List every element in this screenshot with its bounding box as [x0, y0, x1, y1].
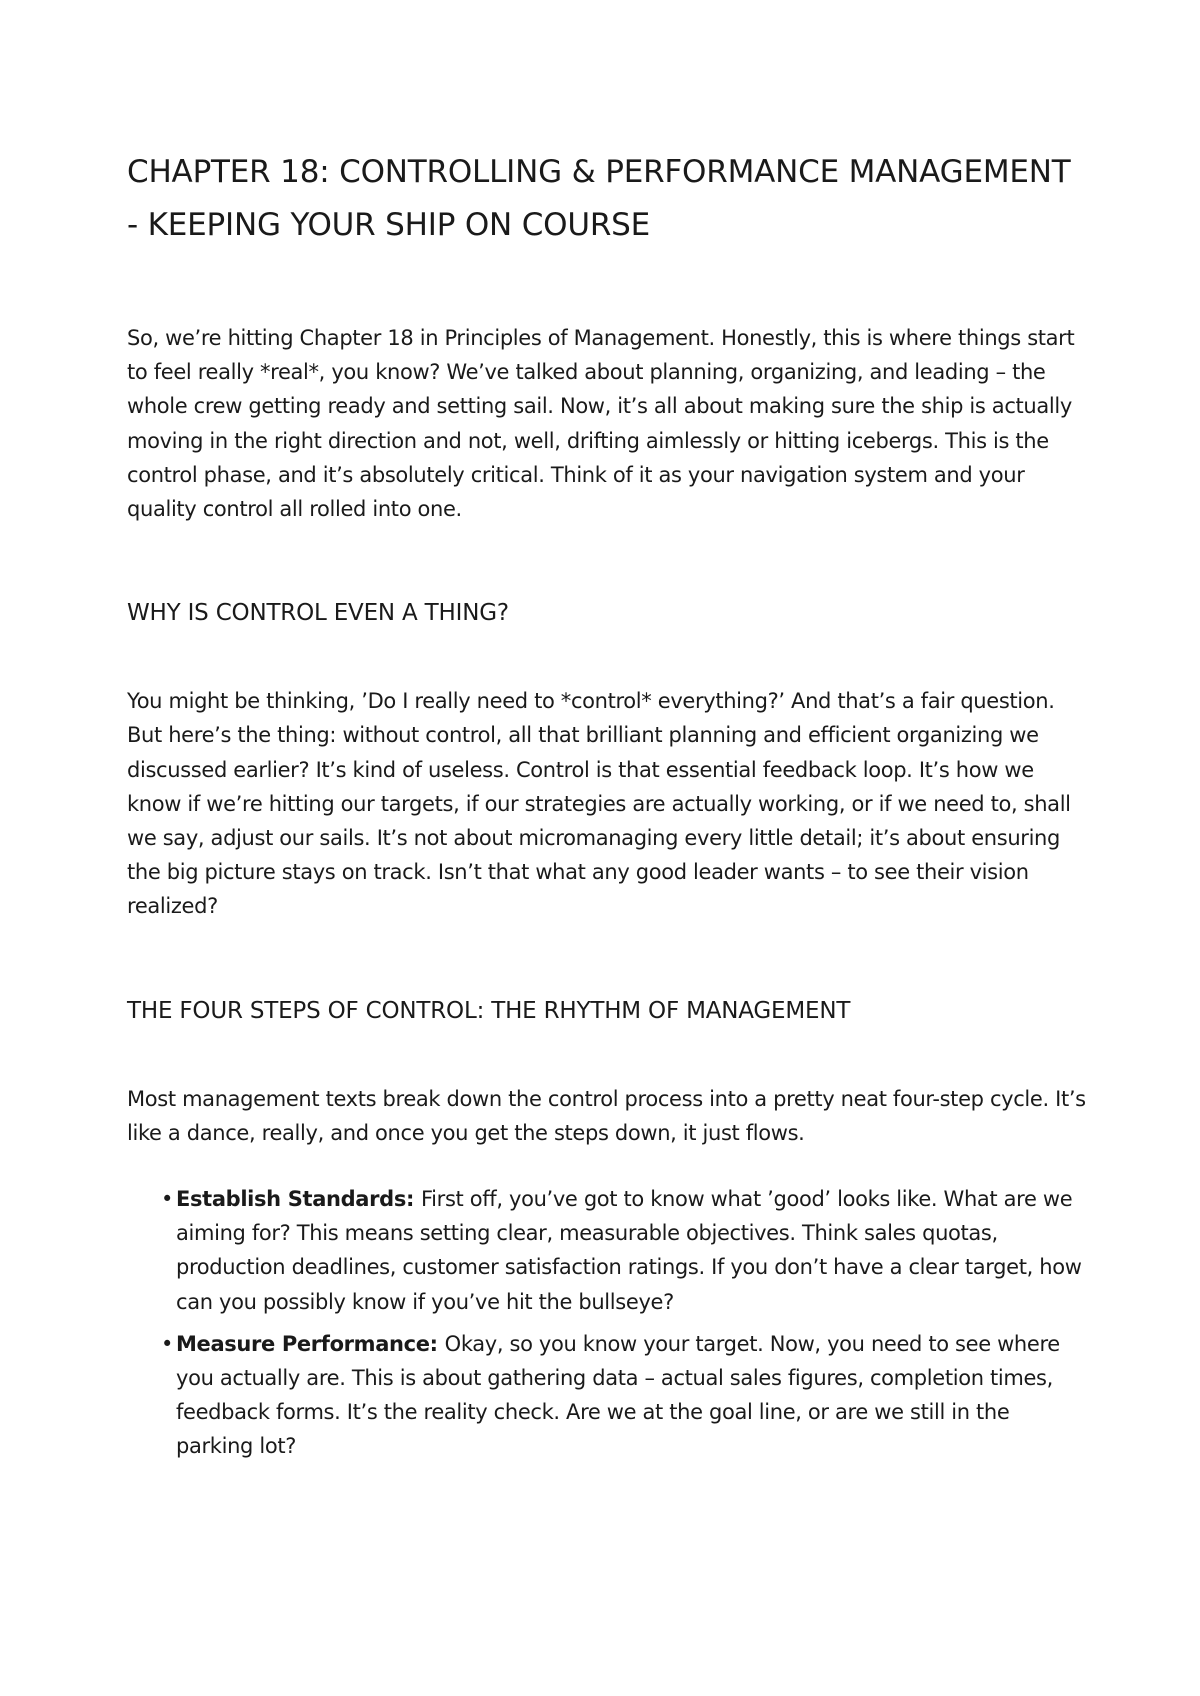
section-heading-why-control: WHY IS CONTROL EVEN A THING? — [127, 600, 509, 627]
intro-paragraph: So, we’re hitting Chapter 18 in Principles of Management. Honestly, this is where things start to feel really *real*, you know? We’ve talked about planning, organizing, and leading – the whole crew getting ready and setting sail. Now, it’s all about making sure the ship is actually moving in the right direction and not, well, drifting aimlessly or hitting icebergs. This is the control phase, and it’s absolutely critical. Think of it as your navigation system and your quality control all rolled into one. — [127, 326, 1075, 522]
list-item — [161, 1327, 1087, 1464]
control-steps-list — [127, 1182, 1087, 1464]
bullet-icon: • — [161, 1331, 174, 1356]
section-heading-four-steps: THE FOUR STEPS OF CONTROL: THE RHYTHM OF MANAGEMENT — [127, 997, 851, 1024]
four-steps-paragraph: Most management texts break down the control process into a pretty neat four-step cycle. It’s like a dance, really, and once you get the steps down, it just flows. — [127, 1086, 1086, 1145]
step-term: Establish Standards: — [176, 1187, 421, 1212]
step-term: Measure Performance: — [176, 1331, 445, 1356]
list-item — [161, 1182, 1087, 1319]
step-description: Okay, so you know your target. Now, you need to see where you actually are. This is about gathering data – actual sales figures, completion times, feedback forms. It’s the reality check. Are we at the goal line, or are we still in the parking lot? — [176, 1331, 1060, 1459]
bullet-icon: • — [161, 1187, 174, 1212]
why-control-paragraph: You might be thinking, ’Do I really need to *control* everything?’ And that’s a fair question. But here’s the thing: without control, all that brilliant planning and efficient organizing we discussed earlier? It’s kind of useless. Control is that essential feedback loop. It’s how we know if we’re hitting our targets, if our strategies are actually working, or if we need to, shall we say, adjust our sails. It’s not about micromanaging every little detail; it’s about ensuring the big picture stays on track. Isn’t that what any good leader wants – to see their vision realized? — [127, 689, 1071, 919]
document-page — [127, 146, 1087, 1472]
chapter-title: CHAPTER 18: CONTROLLING & PERFORMANCE MANAGEMENT - KEEPING YOUR SHIP ON COURSE — [127, 154, 1071, 243]
step-description: First off, you’ve got to know what ’good’ looks like. What are we aiming for? This means setting clear, measurable objectives. Think sales quotas, production deadlines, customer satisfaction ratings. If you don’t have a clear target, how can you possibly know if you’ve hit the bullseye? — [176, 1187, 1082, 1314]
